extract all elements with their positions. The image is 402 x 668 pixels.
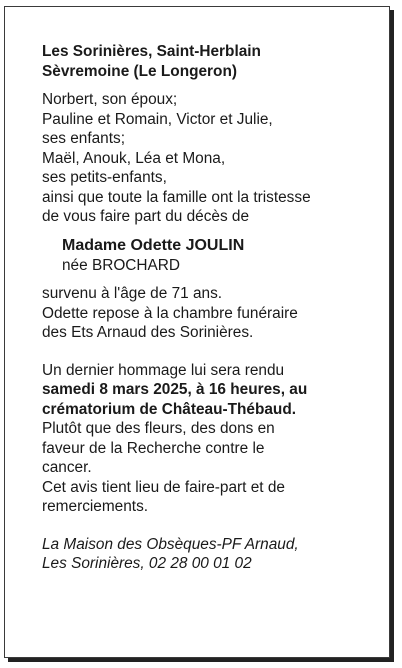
deceased-birth-name: née BROCHARD bbox=[62, 256, 181, 274]
family-line: de vous faire part du décès de bbox=[42, 208, 250, 225]
location-line-1: Les Sorinières, Saint-Herblain bbox=[42, 43, 261, 60]
details-line: des Ets Arnaud des Sorinières. bbox=[42, 324, 254, 341]
funeral-home-name: La Maison des Obsèques-PF Arnaud, bbox=[42, 535, 299, 553]
family-line: Norbert, son époux; bbox=[42, 91, 178, 108]
ceremony-line: remerciements. bbox=[42, 498, 149, 515]
family-line: Pauline et Romain, Victor et Julie, bbox=[42, 110, 273, 128]
ceremony-line: faveur de la Recherche contre le bbox=[42, 439, 265, 457]
details-line: survenu à l'âge de 71 ans. bbox=[42, 285, 223, 302]
family-line: Maël, Anouk, Léa et Mona, bbox=[42, 149, 226, 167]
ceremony-intro: Un dernier hommage lui sera rendu bbox=[42, 361, 285, 379]
deceased-name: Madame Odette JOULIN bbox=[62, 236, 245, 254]
ceremony-place: crématorium de Château-Thébaud. bbox=[42, 400, 296, 418]
ceremony-line: Plutôt que des fleurs, des dons en bbox=[42, 420, 275, 437]
obituary-notice bbox=[42, 42, 382, 574]
details-line: Odette repose à la chambre funéraire bbox=[42, 304, 298, 322]
location-line-2: Sèvremoine (Le Longeron) bbox=[42, 62, 237, 80]
family-line: ses petits-enfants, bbox=[42, 169, 167, 186]
ceremony-line: Cet avis tient lieu de faire-part et de bbox=[42, 478, 285, 496]
family-line: ainsi que toute la famille ont la tristesse bbox=[42, 188, 311, 206]
funeral-home-contact: Les Sorinières, 02 28 00 01 02 bbox=[42, 555, 252, 572]
ceremony-date: samedi 8 mars 2025, à 16 heures, au bbox=[42, 381, 308, 398]
family-line: ses enfants; bbox=[42, 130, 125, 147]
ceremony-line: cancer. bbox=[42, 459, 92, 476]
